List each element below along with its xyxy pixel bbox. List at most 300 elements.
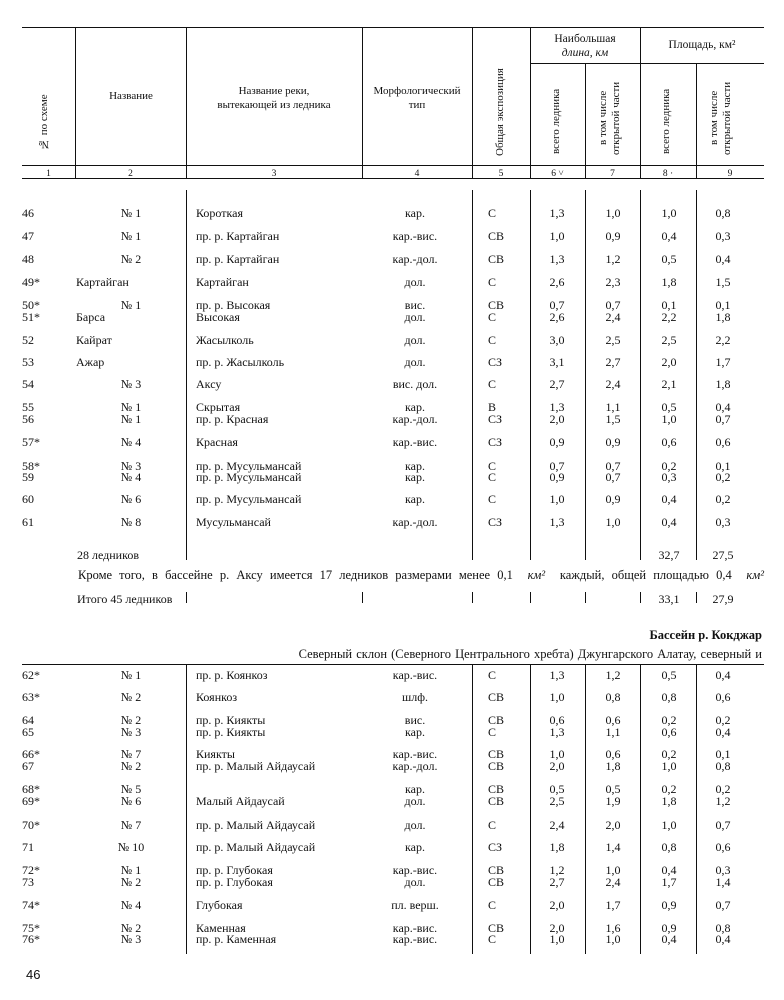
cell-l1: 1,2 — [549, 863, 565, 877]
cell-a2: 0,4 — [715, 252, 731, 266]
cell-l1: 1,3 — [549, 668, 565, 682]
colnum-6: 6 ˅ — [551, 169, 564, 179]
cell-a2: 1,2 — [715, 794, 731, 808]
cell-a1: 0,9 — [661, 898, 677, 912]
cell-exp: СВ — [488, 863, 505, 877]
header-col-river — [186, 84, 362, 112]
cell-a2: 0,8 — [715, 921, 731, 935]
header-col7 — [597, 74, 623, 162]
colnum-3: 3 — [271, 169, 277, 179]
total-tick — [186, 592, 187, 603]
col-rule — [696, 64, 697, 178]
cell-morph: кар.-дол. — [392, 252, 438, 266]
cell-a1: 2,0 — [661, 355, 677, 369]
cell-river: Киякты — [196, 747, 235, 761]
header-group-length-line1: Наибольшая — [554, 33, 616, 45]
cell-morph: кар.-вис. — [392, 668, 438, 682]
cell-a2: 0,8 — [715, 206, 731, 220]
cell-a2: 0,3 — [715, 229, 731, 243]
cell-l1: 2,5 — [549, 794, 565, 808]
cell-exp: СВ — [488, 921, 505, 935]
table-top-rule — [22, 27, 764, 28]
cell-a1: 1,7 — [661, 875, 677, 889]
colnum-7: 7 — [610, 169, 615, 179]
cell-river: пр. р. Глубокая — [196, 863, 273, 877]
cell-l2: 0,7 — [605, 298, 621, 312]
cell-l2: 0,6 — [605, 713, 621, 727]
cell-num: 47 — [22, 229, 34, 243]
cell-num: 57* — [22, 435, 40, 449]
cell-l1: 1,3 — [549, 400, 565, 414]
cell-exp: С — [488, 206, 497, 220]
cell-river: пр. р. Каменная — [196, 932, 277, 946]
cell-morph: кар. — [405, 492, 425, 506]
cell-exp: С — [488, 459, 497, 473]
cell-morph: кар. — [405, 840, 425, 854]
cell-river: пр. р. Малый Айдаусай — [196, 818, 316, 832]
cell-river: Малый Айдаусай — [196, 794, 285, 808]
cell-name: Кайрат — [76, 333, 112, 347]
cell-l1: 3,0 — [549, 333, 565, 347]
cell-a1: 0,3 — [661, 470, 677, 484]
cell-name: № 2 — [120, 921, 142, 935]
cell-l2: 0,9 — [605, 435, 621, 449]
cell-a2: 0,2 — [715, 470, 731, 484]
cell-num: 62* — [22, 668, 40, 682]
cell-l2: 2,0 — [605, 818, 621, 832]
cell-num: 75* — [22, 921, 40, 935]
cell-river: пр. р. Глубокая — [196, 875, 273, 889]
cell-morph: вис. — [404, 713, 426, 727]
cell-a2: 0,2 — [715, 492, 731, 506]
cell-name: № 1 — [120, 206, 142, 220]
cell-l2: 1,6 — [605, 921, 621, 935]
cell-exp: СЗ — [488, 840, 503, 854]
header-group-area: Площадь, км² — [668, 39, 736, 51]
cell-a2: 0,7 — [715, 898, 731, 912]
cell-a1: 2,5 — [661, 333, 677, 347]
cell-a1: 0,4 — [661, 515, 677, 529]
cell-exp: СВ — [488, 298, 505, 312]
cell-l2: 0,9 — [605, 492, 621, 506]
cell-name: № 2 — [120, 713, 142, 727]
cell-a1: 1,0 — [661, 818, 677, 832]
cell-name: Ажар — [76, 355, 105, 369]
header-col8: всего ледника — [660, 88, 672, 154]
cell-num: 50* — [22, 298, 40, 312]
cell-l2: 1,8 — [605, 759, 621, 773]
cell-morph: кар. — [405, 470, 425, 484]
cell-river: пр. р. Малый Айдаусай — [196, 840, 316, 854]
cell-morph: кар. — [405, 782, 425, 796]
cell-l2: 1,4 — [605, 840, 621, 854]
cell-a2: 1,8 — [715, 310, 731, 324]
cell-morph: кар. — [405, 725, 425, 739]
cell-name: № 3 — [120, 932, 142, 946]
cell-num: 64 — [22, 713, 34, 727]
cell-morph: кар.-вис. — [392, 921, 438, 935]
header-bottom-rule — [22, 165, 764, 166]
note-unit2: км² — [746, 568, 764, 582]
cell-l1: 2,6 — [549, 275, 565, 289]
cell-a2: 0,4 — [715, 932, 731, 946]
cell-a1: 1,8 — [661, 794, 677, 808]
cell-name: № 5 — [120, 782, 142, 796]
cell-num: 60 — [22, 492, 34, 506]
cell-a1: 0,6 — [661, 725, 677, 739]
cell-morph: кар.-вис. — [392, 229, 438, 243]
cell-name: № 1 — [120, 229, 142, 243]
cell-a1: 0,8 — [661, 690, 677, 704]
cell-name: № 8 — [120, 515, 142, 529]
header-col-morph-line1: Морфологический — [373, 85, 461, 97]
cell-a1: 0,8 — [661, 840, 677, 854]
cell-l2: 1,0 — [605, 863, 621, 877]
cell-a1: 2,1 — [661, 377, 677, 391]
cell-morph: дол. — [404, 275, 426, 289]
cell-morph: кар.-вис. — [392, 932, 438, 946]
body-col-rule — [186, 664, 187, 954]
header-col-morph-line2: тип — [408, 99, 426, 111]
cell-a2: 0,7 — [715, 412, 731, 426]
cell-l1: 0,6 — [549, 713, 565, 727]
cell-name: № 6 — [120, 794, 142, 808]
cell-num: 52 — [22, 333, 34, 347]
cell-l2: 1,0 — [605, 206, 621, 220]
cell-a2: 0,6 — [715, 690, 731, 704]
cell-a2: 1,7 — [715, 355, 731, 369]
cell-name: Картайган — [76, 275, 129, 289]
cell-l1: 0,9 — [549, 435, 565, 449]
cell-name: № 3 — [120, 725, 142, 739]
cell-morph: дол. — [404, 818, 426, 832]
cell-exp: СВ — [488, 875, 505, 889]
cell-river: пр. р. Мусульмансай — [196, 492, 302, 506]
cell-num: 56 — [22, 412, 34, 426]
body-col-rule — [186, 190, 187, 560]
cell-morph: дол. — [404, 355, 426, 369]
header-col-morph — [362, 84, 472, 112]
cell-num: 72* — [22, 863, 40, 877]
cell-l1: 1,0 — [549, 747, 565, 761]
cell-l1: 1,0 — [549, 492, 565, 506]
cell-a1: 1,8 — [661, 275, 677, 289]
cell-river: пр. р. Киякты — [196, 725, 266, 739]
cell-l1: 1,3 — [549, 515, 565, 529]
cell-l2: 2,7 — [605, 355, 621, 369]
col-rule — [585, 64, 586, 178]
cell-name: № 10 — [117, 840, 145, 854]
cell-name: № 2 — [120, 875, 142, 889]
cell-river: Коянкоз — [196, 690, 238, 704]
colnum-2: 2 — [128, 169, 133, 179]
cell-name: № 2 — [120, 690, 142, 704]
cell-name: № 4 — [120, 898, 142, 912]
cell-a1: 0,5 — [661, 400, 677, 414]
cell-name: № 1 — [120, 400, 142, 414]
colnum-8: 8 · — [662, 169, 674, 179]
total-tick — [530, 592, 531, 603]
total-area-total: 33,1 — [658, 592, 680, 606]
cell-morph: дол. — [404, 310, 426, 324]
header-group-length — [530, 32, 640, 60]
cell-river: Картайган — [196, 275, 249, 289]
cell-exp: С — [488, 492, 497, 506]
header-group-length-line2: длина, км — [561, 47, 609, 59]
cell-a1: 0,4 — [661, 229, 677, 243]
cell-a1: 0,4 — [661, 492, 677, 506]
total-tick — [472, 592, 473, 603]
cell-num: 58* — [22, 459, 40, 473]
cell-num: 71 — [22, 840, 34, 854]
cell-a2: 1,8 — [715, 377, 731, 391]
cell-morph: кар.-вис. — [392, 435, 438, 449]
col-rule — [472, 27, 473, 178]
cell-l2: 0,7 — [605, 470, 621, 484]
cell-l1: 2,0 — [549, 898, 565, 912]
cell-river: пр. р. Красная — [196, 412, 269, 426]
colnum-9: 9 — [727, 169, 733, 179]
cell-num: 67 — [22, 759, 34, 773]
cell-l1: 0,7 — [549, 459, 565, 473]
header-col9-line2: открытой части — [721, 81, 733, 155]
cell-a2: 0,8 — [715, 759, 731, 773]
cell-exp: СЗ — [488, 435, 503, 449]
header-col-river-line1: Название реки, — [238, 85, 310, 97]
cell-num: 48 — [22, 252, 34, 266]
cell-river: пр. р. Киякты — [196, 713, 266, 727]
cell-name: Барса — [76, 310, 106, 324]
cell-morph: кар.-дол. — [392, 759, 438, 773]
cell-river: пр. р. Высокая — [196, 298, 271, 312]
cell-a1: 0,9 — [661, 921, 677, 935]
cell-l2: 2,5 — [605, 333, 621, 347]
cell-exp: СЗ — [488, 515, 503, 529]
colnum-1: 1 — [46, 169, 51, 179]
cell-num: 73 — [22, 875, 34, 889]
group-header-rule — [530, 63, 764, 64]
cell-name: № 3 — [120, 377, 142, 391]
cell-morph: кар.-дол. — [392, 515, 438, 529]
cell-a2: 0,3 — [715, 515, 731, 529]
cell-name: № 4 — [120, 470, 142, 484]
cell-l1: 0,5 — [549, 782, 565, 796]
cell-exp: СВ — [488, 782, 505, 796]
cell-a1: 1,0 — [661, 759, 677, 773]
cell-exp: С — [488, 310, 497, 324]
cell-a1: 2,2 — [661, 310, 677, 324]
cell-exp: С — [488, 275, 497, 289]
cell-l1: 2,0 — [549, 412, 565, 426]
cell-a2: 1,4 — [715, 875, 731, 889]
body-col-rule — [472, 190, 473, 560]
cell-morph: вис. дол. — [392, 377, 438, 391]
section2-rule — [22, 664, 764, 665]
cell-l1: 2,7 — [549, 875, 565, 889]
cell-morph: пл. верш. — [391, 898, 439, 912]
subtotal-area-open: 27,5 — [712, 548, 734, 562]
basin-heading: Бассейн р. Кокджар — [649, 628, 762, 642]
cell-a2: 0,1 — [715, 298, 731, 312]
cell-num: 76* — [22, 932, 40, 946]
colnum-5: 5 — [498, 169, 504, 179]
cell-a2: 2,2 — [715, 333, 731, 347]
cell-l1: 1,0 — [549, 690, 565, 704]
cell-num: 66* — [22, 747, 40, 761]
cell-exp: СЗ — [488, 412, 503, 426]
header-col6: всего ледника — [550, 88, 562, 154]
cell-num: 53 — [22, 355, 34, 369]
cell-a2: 1,5 — [715, 275, 731, 289]
cell-exp: С — [488, 470, 497, 484]
cell-morph: кар.-дол. — [392, 412, 438, 426]
header-col-name: Название — [109, 90, 153, 102]
cell-num: 46 — [22, 206, 34, 220]
total-tick — [585, 592, 586, 603]
cell-l2: 1,2 — [605, 668, 621, 682]
cell-name: № 2 — [120, 759, 142, 773]
cell-l2: 2,4 — [605, 377, 621, 391]
cell-a1: 0,6 — [661, 435, 677, 449]
cell-a1: 0,4 — [661, 863, 677, 877]
cell-l1: 2,4 — [549, 818, 565, 832]
cell-exp: СВ — [488, 759, 505, 773]
cell-a1: 0,1 — [661, 298, 677, 312]
slope-heading: Северный склон (Северного Центрального хребта) Джунгарского Алатау, северный и — [298, 647, 762, 661]
cell-river: пр. р. Картайган — [196, 229, 280, 243]
cell-l2: 0,6 — [605, 747, 621, 761]
colnum-4: 4 — [414, 169, 420, 179]
cell-l1: 1,8 — [549, 840, 565, 854]
cell-morph: дол. — [404, 875, 426, 889]
cell-exp: С — [488, 725, 497, 739]
cell-name: № 1 — [120, 298, 142, 312]
cell-l2: 0,5 — [605, 782, 621, 796]
cell-river: Жасылколь — [196, 333, 254, 347]
cell-river: пр. р. Коянкоз — [196, 668, 268, 682]
cell-a1: 0,2 — [661, 782, 677, 796]
cell-morph: кар.-вис. — [392, 747, 438, 761]
cell-a1: 1,0 — [661, 412, 677, 426]
cell-l2: 1,1 — [605, 400, 621, 414]
cell-name: № 4 — [120, 435, 142, 449]
cell-river: Скрытая — [196, 400, 241, 414]
cell-name: № 6 — [120, 492, 142, 506]
cell-num: 61 — [22, 515, 34, 529]
page-number: 46 — [26, 967, 41, 982]
cell-a2: 0,1 — [715, 747, 731, 761]
cell-a2: 0,4 — [715, 725, 731, 739]
cell-num: 68* — [22, 782, 40, 796]
header-col-exposition: Общая экспозиция — [494, 68, 506, 156]
cell-a1: 0,4 — [661, 932, 677, 946]
cell-a1: 0,2 — [661, 459, 677, 473]
cell-l1: 1,3 — [549, 206, 565, 220]
cell-morph: кар.-вис. — [392, 863, 438, 877]
cell-river: пр. р. Картайган — [196, 252, 280, 266]
cell-a2: 0,6 — [715, 435, 731, 449]
cell-river: пр. р. Жасылколь — [196, 355, 285, 369]
cell-exp: СВ — [488, 747, 505, 761]
note-text: Кроме того, в бассейне р. Аксу имеется 17 ледников размерами менее 0,1 — [78, 568, 513, 582]
cell-morph: кар. — [405, 400, 425, 414]
cell-river: пр. р. Мусульмансай — [196, 459, 302, 473]
cell-l1: 2,0 — [549, 921, 565, 935]
cell-num: 74* — [22, 898, 40, 912]
cell-river: Глубокая — [196, 898, 243, 912]
cell-a2: 0,2 — [715, 713, 731, 727]
cell-river: Каменная — [196, 921, 246, 935]
cell-l1: 1,0 — [549, 229, 565, 243]
cell-l1: 1,0 — [549, 932, 565, 946]
body-col-rule — [472, 664, 473, 954]
cell-exp: С — [488, 668, 497, 682]
cell-name: № 1 — [120, 412, 142, 426]
subtotal-label: 28 ледников — [77, 548, 139, 562]
cell-a2: 0,4 — [715, 400, 731, 414]
cell-exp: С — [488, 898, 497, 912]
cell-a1: 0,2 — [661, 747, 677, 761]
cell-l2: 0,7 — [605, 459, 621, 473]
cell-l2: 1,0 — [605, 932, 621, 946]
cell-a2: 0,1 — [715, 459, 731, 473]
cell-morph: шлф. — [401, 690, 428, 704]
cell-num: 70* — [22, 818, 40, 832]
cell-l1: 0,9 — [549, 470, 565, 484]
cell-l1: 0,7 — [549, 298, 565, 312]
cell-exp: СВ — [488, 229, 505, 243]
cell-morph: дол. — [404, 333, 426, 347]
cell-name: № 7 — [120, 818, 142, 832]
total-tick — [362, 592, 363, 603]
cell-river: Красная — [196, 435, 238, 449]
cell-river: Мусульмансай — [196, 515, 271, 529]
cell-morph: кар. — [405, 206, 425, 220]
cell-river: пр. р. Малый Айдаусай — [196, 759, 316, 773]
cell-l2: 2,4 — [605, 310, 621, 324]
cell-l2: 0,8 — [605, 690, 621, 704]
cell-l1: 1,3 — [549, 252, 565, 266]
cell-exp: СЗ — [488, 355, 503, 369]
cell-l2: 1,5 — [605, 412, 621, 426]
cell-exp: СВ — [488, 252, 505, 266]
cell-river: Аксу — [196, 377, 222, 391]
cell-a2: 0,7 — [715, 818, 731, 832]
cell-num: 51* — [22, 310, 40, 324]
cell-a1: 0,5 — [661, 668, 677, 682]
cell-l2: 1,7 — [605, 898, 621, 912]
cell-a2: 0,2 — [715, 782, 731, 796]
cell-exp: СВ — [488, 794, 505, 808]
cell-l2: 0,9 — [605, 229, 621, 243]
total-label: Итого 45 ледников — [77, 592, 173, 606]
cell-a2: 0,4 — [715, 668, 731, 682]
cell-a2: 0,6 — [715, 840, 731, 854]
header-col7-line2: открытой части — [610, 81, 622, 155]
cell-name: № 3 — [120, 459, 142, 473]
cell-exp: СВ — [488, 713, 505, 727]
cell-exp: С — [488, 333, 497, 347]
cell-exp: СВ — [488, 690, 505, 704]
cell-l1: 1,3 — [549, 725, 565, 739]
header-col7-line1: в том числе — [597, 90, 609, 146]
cell-num: 54 — [22, 377, 34, 391]
cell-river: пр. р. Мусульмансай — [196, 470, 302, 484]
cell-a1: 1,0 — [661, 206, 677, 220]
cell-l2: 1,2 — [605, 252, 621, 266]
total-area-open: 27,9 — [712, 592, 734, 606]
cell-l2: 2,4 — [605, 875, 621, 889]
